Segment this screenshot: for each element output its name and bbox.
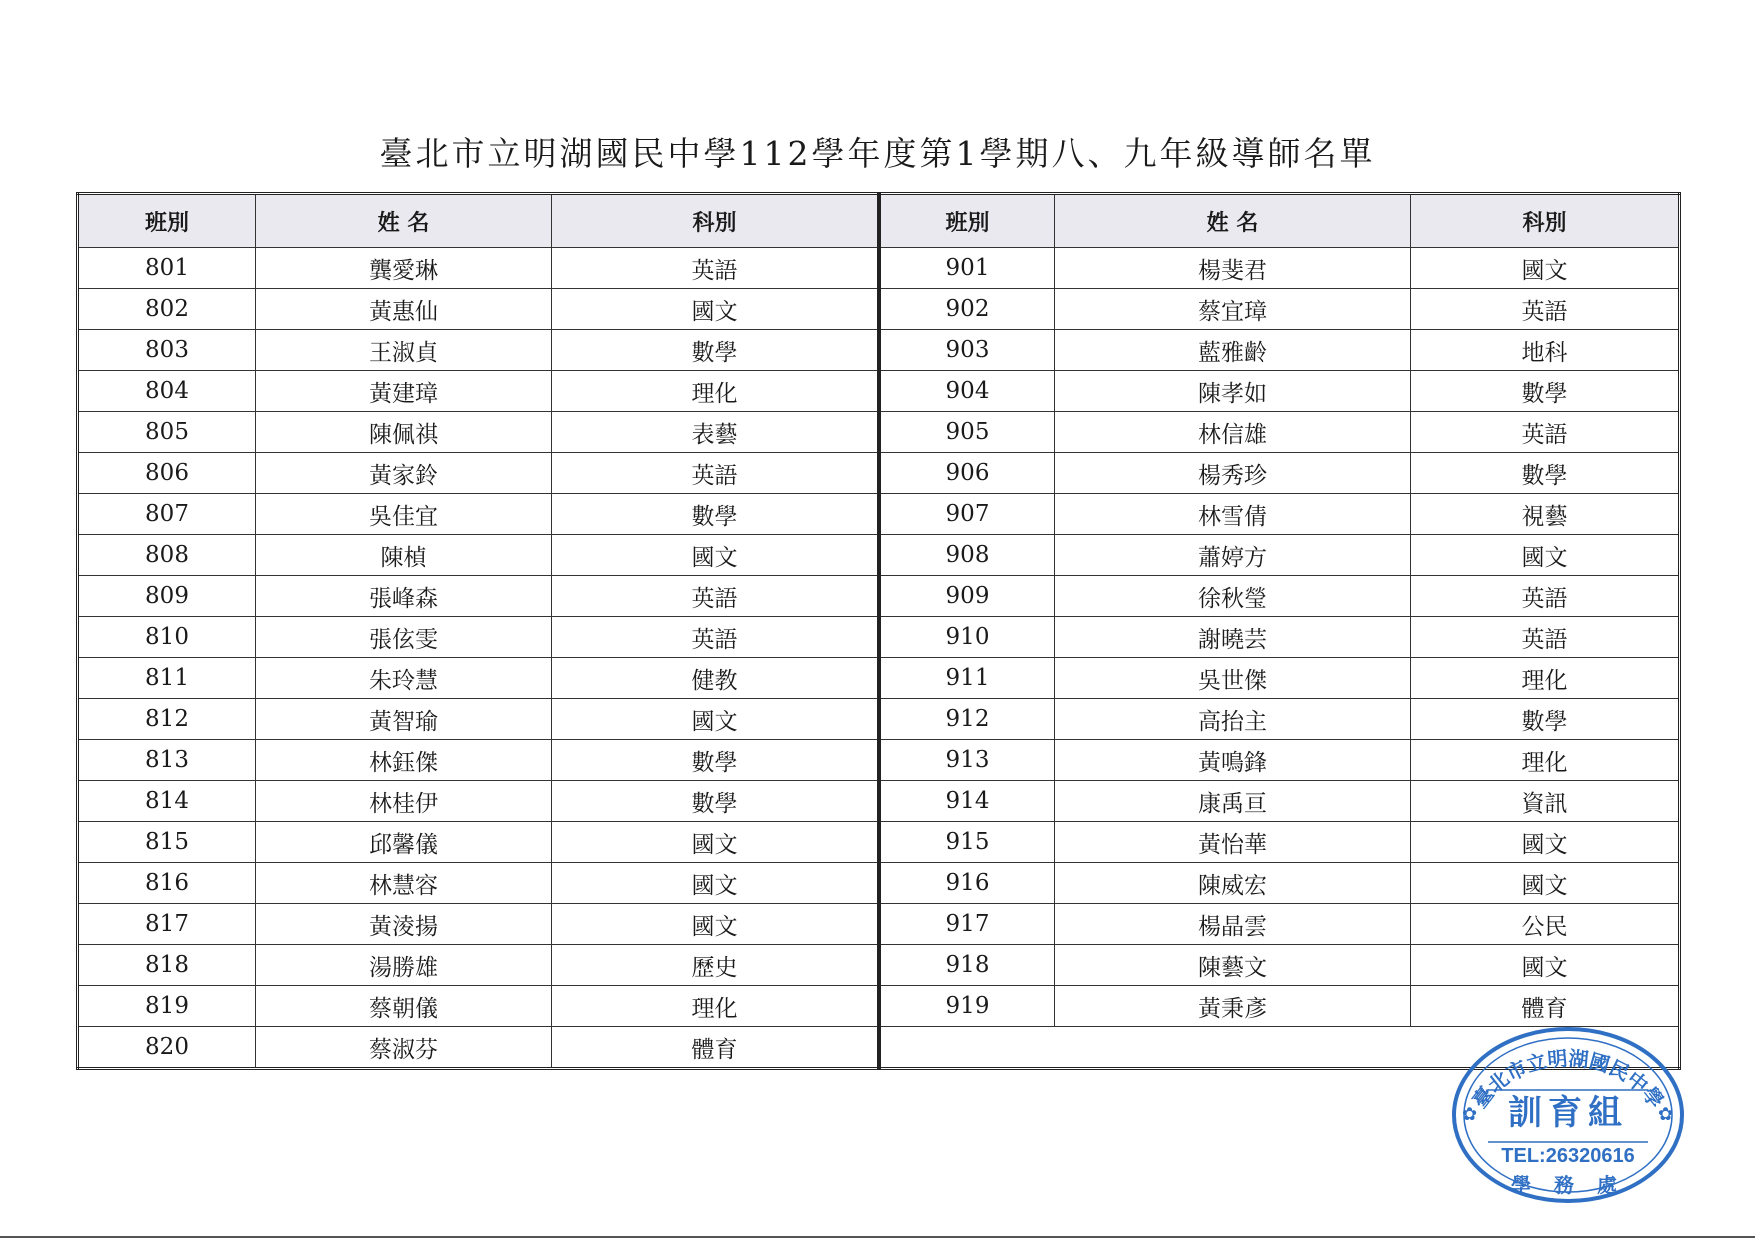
table-row bbox=[880, 371, 1680, 412]
cell-subject: 理化 bbox=[1411, 740, 1680, 781]
cell-subject: 英語 bbox=[1411, 576, 1680, 617]
cell-subject: 數學 bbox=[1411, 699, 1680, 740]
cell-class: 912 bbox=[880, 699, 1055, 740]
cell-subject: 體育 bbox=[552, 1027, 879, 1069]
cell-subject: 理化 bbox=[552, 986, 879, 1027]
grade8-table bbox=[76, 192, 880, 1070]
cell-name: 陳威宏 bbox=[1055, 863, 1411, 904]
cell-subject: 國文 bbox=[552, 822, 879, 863]
table-row bbox=[78, 1027, 879, 1069]
table-row bbox=[78, 453, 879, 494]
cell-class: 808 bbox=[78, 535, 256, 576]
table-row bbox=[880, 330, 1680, 371]
cell-subject: 視藝 bbox=[1411, 494, 1680, 535]
cell-class: 814 bbox=[78, 781, 256, 822]
cell-class: 907 bbox=[880, 494, 1055, 535]
cell-name: 吳世傑 bbox=[1055, 658, 1411, 699]
table-row bbox=[78, 781, 879, 822]
table-row bbox=[880, 453, 1680, 494]
header-class: 班別 bbox=[880, 194, 1055, 248]
table-row bbox=[78, 986, 879, 1027]
table-row bbox=[78, 822, 879, 863]
table-row bbox=[880, 248, 1680, 289]
cell-name: 吳佳宜 bbox=[256, 494, 552, 535]
table-row bbox=[78, 576, 879, 617]
cell-subject: 公民 bbox=[1411, 904, 1680, 945]
cell-class: 913 bbox=[880, 740, 1055, 781]
flower-icon: ✿ bbox=[1658, 1104, 1674, 1125]
cell-class: 905 bbox=[880, 412, 1055, 453]
cell-class: 816 bbox=[78, 863, 256, 904]
cell-subject: 表藝 bbox=[552, 412, 879, 453]
page-bottom-rule bbox=[0, 1236, 1755, 1238]
cell-name: 朱玲慧 bbox=[256, 658, 552, 699]
cell-name: 楊秀珍 bbox=[1055, 453, 1411, 494]
table-row bbox=[78, 904, 879, 945]
cell-class: 915 bbox=[880, 822, 1055, 863]
table-row bbox=[880, 781, 1680, 822]
cell-name: 高抬主 bbox=[1055, 699, 1411, 740]
header-class: 班別 bbox=[78, 194, 256, 248]
header-subject: 科別 bbox=[552, 194, 879, 248]
cell-subject: 資訊 bbox=[1411, 781, 1680, 822]
cell-class: 801 bbox=[78, 248, 256, 289]
cell-class: 819 bbox=[78, 986, 256, 1027]
cell-class: 810 bbox=[78, 617, 256, 658]
cell-subject: 英語 bbox=[1411, 617, 1680, 658]
cell-name: 黃鳴鋒 bbox=[1055, 740, 1411, 781]
cell-subject: 國文 bbox=[552, 699, 879, 740]
table-row bbox=[880, 617, 1680, 658]
table-row bbox=[880, 822, 1680, 863]
cell-subject: 數學 bbox=[1411, 453, 1680, 494]
cell-name: 林雪倩 bbox=[1055, 494, 1411, 535]
cell-subject: 英語 bbox=[552, 617, 879, 658]
cell-name: 楊晶雲 bbox=[1055, 904, 1411, 945]
cell-class: 910 bbox=[880, 617, 1055, 658]
header-name: 姓 名 bbox=[1055, 194, 1411, 248]
cell-subject: 國文 bbox=[552, 863, 879, 904]
office-seal-stamp bbox=[1448, 1020, 1688, 1204]
cell-subject: 健教 bbox=[552, 658, 879, 699]
table-row bbox=[78, 617, 879, 658]
cell-subject: 數學 bbox=[552, 494, 879, 535]
header-subject: 科別 bbox=[1411, 194, 1680, 248]
cell-subject: 英語 bbox=[552, 576, 879, 617]
cell-subject: 國文 bbox=[1411, 248, 1680, 289]
cell-subject: 國文 bbox=[1411, 863, 1680, 904]
table-row bbox=[78, 945, 879, 986]
cell-subject: 歷史 bbox=[552, 945, 879, 986]
cell-class: 804 bbox=[78, 371, 256, 412]
cell-subject: 英語 bbox=[1411, 412, 1680, 453]
cell-name: 王淑貞 bbox=[256, 330, 552, 371]
cell-class: 817 bbox=[78, 904, 256, 945]
cell-name: 龔愛琳 bbox=[256, 248, 552, 289]
stamp-top-text: 臺北市立明湖國民中學 bbox=[1467, 1046, 1669, 1113]
cell-name: 謝曉芸 bbox=[1055, 617, 1411, 658]
cell-subject: 理化 bbox=[552, 371, 879, 412]
table-row bbox=[78, 535, 879, 576]
cell-class: 811 bbox=[78, 658, 256, 699]
cell-name: 黃智瑜 bbox=[256, 699, 552, 740]
cell-name: 黃建璋 bbox=[256, 371, 552, 412]
stamp-center-text: 訓育組 bbox=[1508, 1093, 1628, 1133]
cell-class: 818 bbox=[78, 945, 256, 986]
cell-class: 805 bbox=[78, 412, 256, 453]
cell-subject: 體育 bbox=[1411, 986, 1680, 1027]
cell-subject: 國文 bbox=[552, 904, 879, 945]
cell-subject: 數學 bbox=[552, 740, 879, 781]
table-row bbox=[880, 576, 1680, 617]
cell-name: 林鈺傑 bbox=[256, 740, 552, 781]
cell-class: 901 bbox=[880, 248, 1055, 289]
cell-class: 806 bbox=[78, 453, 256, 494]
cell-class: 914 bbox=[880, 781, 1055, 822]
cell-name: 林桂伊 bbox=[256, 781, 552, 822]
cell-name: 陳孝如 bbox=[1055, 371, 1411, 412]
cell-subject: 國文 bbox=[1411, 945, 1680, 986]
cell-subject: 國文 bbox=[552, 289, 879, 330]
cell-class: 908 bbox=[880, 535, 1055, 576]
table-row bbox=[78, 371, 879, 412]
cell-subject: 英語 bbox=[552, 248, 879, 289]
cell-subject: 英語 bbox=[1411, 289, 1680, 330]
cell-name: 林慧容 bbox=[256, 863, 552, 904]
cell-subject: 英語 bbox=[552, 453, 879, 494]
cell-subject: 國文 bbox=[552, 535, 879, 576]
cell-name: 陳藝文 bbox=[1055, 945, 1411, 986]
cell-subject: 數學 bbox=[552, 781, 879, 822]
grade9-table bbox=[878, 192, 1681, 1070]
table-row bbox=[78, 289, 879, 330]
cell-name: 湯勝雄 bbox=[256, 945, 552, 986]
table-row bbox=[78, 863, 879, 904]
cell-subject: 數學 bbox=[552, 330, 879, 371]
cell-class: 918 bbox=[880, 945, 1055, 986]
cell-name: 楊斐君 bbox=[1055, 248, 1411, 289]
cell-name: 張峰森 bbox=[256, 576, 552, 617]
cell-class: 906 bbox=[880, 453, 1055, 494]
cell-class: 903 bbox=[880, 330, 1055, 371]
table-row bbox=[880, 945, 1680, 986]
cell-class: 911 bbox=[880, 658, 1055, 699]
cell-name: 黃惠仙 bbox=[256, 289, 552, 330]
table-header-row bbox=[880, 194, 1680, 248]
cell-name: 蔡朝儀 bbox=[256, 986, 552, 1027]
cell-name: 蕭婷方 bbox=[1055, 535, 1411, 576]
cell-name: 黃家鈴 bbox=[256, 453, 552, 494]
cell-name: 蔡宜璋 bbox=[1055, 289, 1411, 330]
table-row bbox=[78, 330, 879, 371]
table-row bbox=[880, 535, 1680, 576]
table-row bbox=[78, 740, 879, 781]
stamp-bottom-text: 學 務 處 bbox=[1511, 1173, 1625, 1197]
cell-class: 917 bbox=[880, 904, 1055, 945]
cell-class: 809 bbox=[78, 576, 256, 617]
cell-name: 邱馨儀 bbox=[256, 822, 552, 863]
cell-name: 徐秋瑩 bbox=[1055, 576, 1411, 617]
table-row bbox=[78, 494, 879, 535]
cell-name: 黃秉彥 bbox=[1055, 986, 1411, 1027]
table-row bbox=[880, 863, 1680, 904]
cell-name: 張伭雯 bbox=[256, 617, 552, 658]
cell-class: 820 bbox=[78, 1027, 256, 1069]
table-row bbox=[880, 699, 1680, 740]
table-row bbox=[78, 699, 879, 740]
cell-subject: 理化 bbox=[1411, 658, 1680, 699]
table-row bbox=[78, 658, 879, 699]
cell-class: 904 bbox=[880, 371, 1055, 412]
flower-icon: ✿ bbox=[1462, 1104, 1478, 1125]
cell-class: 803 bbox=[78, 330, 256, 371]
cell-class: 812 bbox=[78, 699, 256, 740]
table-row bbox=[880, 740, 1680, 781]
table-row bbox=[880, 412, 1680, 453]
cell-subject: 數學 bbox=[1411, 371, 1680, 412]
cell-subject: 國文 bbox=[1411, 822, 1680, 863]
cell-name: 藍雅齡 bbox=[1055, 330, 1411, 371]
cell-class: 815 bbox=[78, 822, 256, 863]
table-row bbox=[880, 494, 1680, 535]
header-name: 姓 名 bbox=[256, 194, 552, 248]
table-row bbox=[880, 658, 1680, 699]
cell-name: 康禹亘 bbox=[1055, 781, 1411, 822]
table-row bbox=[78, 412, 879, 453]
table-header-row bbox=[78, 194, 879, 248]
cell-subject: 國文 bbox=[1411, 535, 1680, 576]
cell-name: 黃淩揚 bbox=[256, 904, 552, 945]
table-row bbox=[880, 289, 1680, 330]
table-row bbox=[78, 248, 879, 289]
cell-class: 902 bbox=[880, 289, 1055, 330]
cell-class: 802 bbox=[78, 289, 256, 330]
table-row bbox=[880, 904, 1680, 945]
cell-name: 林信雄 bbox=[1055, 412, 1411, 453]
cell-name: 陳佩祺 bbox=[256, 412, 552, 453]
cell-class: 916 bbox=[880, 863, 1055, 904]
cell-class: 909 bbox=[880, 576, 1055, 617]
cell-class: 807 bbox=[78, 494, 256, 535]
cell-subject: 地科 bbox=[1411, 330, 1680, 371]
stamp-tel: TEL:26320616 bbox=[1501, 1145, 1635, 1167]
cell-class: 813 bbox=[78, 740, 256, 781]
cell-name: 黃怡華 bbox=[1055, 822, 1411, 863]
cell-name: 蔡淑芬 bbox=[256, 1027, 552, 1069]
cell-class: 919 bbox=[880, 986, 1055, 1027]
cell-name: 陳楨 bbox=[256, 535, 552, 576]
page-title: 臺北市立明湖國民中學112學年度第1學期八、九年級導師名單 bbox=[379, 134, 1376, 173]
